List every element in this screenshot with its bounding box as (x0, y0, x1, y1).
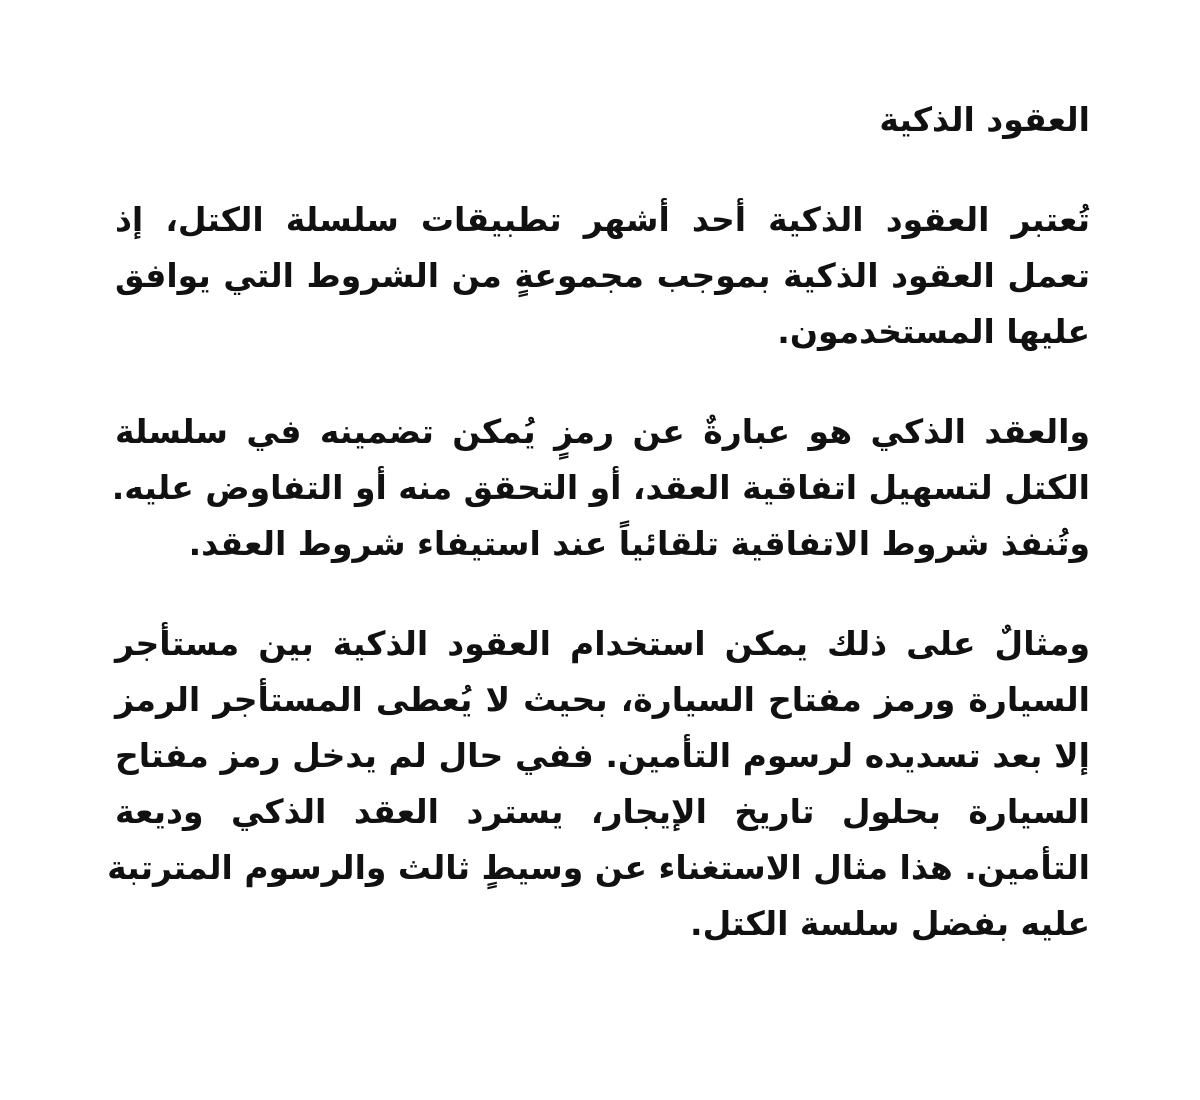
paragraph-definition (111, 404, 1090, 572)
text-line: السيارة بحلول تاريخ الإيجار، يسترد العقد الذكي وديعة (115, 792, 1090, 831)
paragraph-example (107, 616, 1090, 952)
text-line: عليها المستخدمون. (777, 312, 1090, 351)
text-line: تعمل العقود الذكية بموجب مجموعةٍ من الشروط التي يوافق (115, 256, 1090, 295)
text-line: تُعتبر العقود الذكية أحد أشهر تطبيقات سلسلة الكتل، إذ (115, 200, 1090, 239)
text-line: السيارة ورمز مفتاح السيارة، بحيث لا يُعطى المستأجر الرمز (115, 680, 1090, 719)
text-line: عليه بفضل سلسة الكتل. (690, 904, 1090, 943)
text-line: وتُنفذ شروط الاتفاقية تلقائياً عند استيفاء شروط العقد. (188, 524, 1090, 563)
paragraph-intro (115, 192, 1090, 360)
text-line: الكتل لتسهيل اتفاقية العقد، أو التحقق منه أو التفاوض عليه. (111, 468, 1090, 507)
text-line: ومثالٌ على ذلك يمكن استخدام العقود الذكية بين مستأجر (115, 624, 1090, 663)
document-page (107, 92, 1090, 996)
text-line: والعقد الذكي هو عبارةٌ عن رمزٍ يُمكن تضمينه في سلسلة (115, 412, 1090, 451)
text-line: إلا بعد تسديده لرسوم التأمين. ففي حال لم يدخل رمز مفتاح (115, 736, 1090, 775)
text-line: التأمين. هذا مثال الاستغناء عن وسيطٍ ثالث والرسوم المترتبة (107, 848, 1090, 887)
document-title: العقود الذكية (879, 100, 1090, 139)
